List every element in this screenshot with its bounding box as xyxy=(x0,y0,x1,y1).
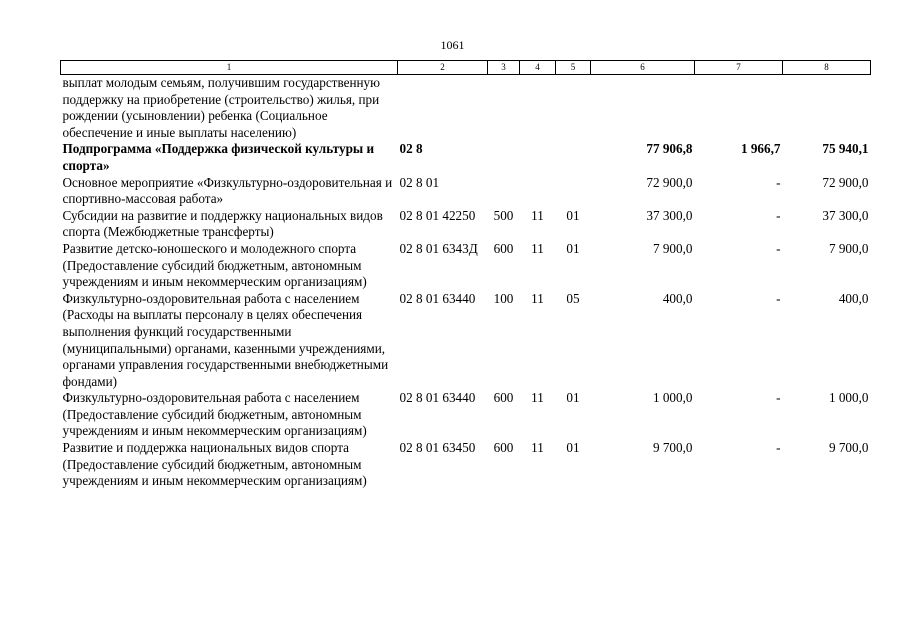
budget-code xyxy=(398,75,488,142)
amount-total: 72 900,0 xyxy=(646,174,693,190)
budget-item-name: Физкультурно-оздоровительная работа с населением (Расходы на выплаты персоналу в целях обеспечения выполнения функций государственными (муниципальными) органами, казенными учреждениями, органами управления государственными внебюджетными фондами) xyxy=(62,290,389,389)
column-header: 3 xyxy=(488,61,520,75)
section-code: 11 xyxy=(531,390,544,406)
section-code: 11 xyxy=(531,240,544,256)
amount-total: 37 300,0 xyxy=(646,207,693,223)
amount-change: - xyxy=(776,390,781,406)
subsection-code xyxy=(556,141,591,174)
column-header: 1 xyxy=(61,61,398,75)
amount-result xyxy=(783,75,871,142)
budget-item-name: Подпрограмма «Поддержка физической культуры и спорта» xyxy=(62,141,375,173)
section-code: 11 xyxy=(531,207,544,223)
column-header: 6 xyxy=(591,61,695,75)
amount-result: 400,0 xyxy=(838,290,869,306)
budget-item-name: Субсидии на развитие и поддержку национальных видов спорта (Межбюджетные трансферты) xyxy=(62,207,383,240)
amount-change: - xyxy=(776,290,781,306)
amount-result: 7 900,0 xyxy=(828,240,869,256)
table-row xyxy=(61,390,871,440)
section-code: 11 xyxy=(531,440,544,456)
section-code xyxy=(520,175,556,208)
table-row xyxy=(61,208,871,241)
budget-code: 02 8 01 63440 xyxy=(399,390,476,406)
budget-item-name: Физкультурно-оздоровительная работа с населением (Предоставление субсидий бюджетным, автономным учреждениям и иным некоммерческим организациям) xyxy=(62,390,367,439)
budget-code: 02 8 01 6343Д xyxy=(399,240,478,256)
subsection-code: 01 xyxy=(566,390,580,406)
subsection-code xyxy=(556,175,591,208)
expense-type-code: 500 xyxy=(493,207,514,223)
amount-change: - xyxy=(776,240,781,256)
budget-code: 02 8 xyxy=(399,141,423,157)
budget-item-name: Основное мероприятие «Физкультурно-оздоровительная и спортивно-массовая работа» xyxy=(62,174,393,207)
amount-total xyxy=(591,75,695,142)
expense-type-code xyxy=(488,175,520,208)
expense-type-code: 100 xyxy=(493,290,514,306)
table-row xyxy=(61,141,871,174)
column-header: 7 xyxy=(695,61,783,75)
amount-change xyxy=(695,75,783,142)
expense-type-code xyxy=(488,141,520,174)
table-row xyxy=(61,175,871,208)
column-header: 5 xyxy=(556,61,591,75)
expense-type-code: 600 xyxy=(493,440,514,456)
column-header: 2 xyxy=(398,61,488,75)
amount-result: 37 300,0 xyxy=(822,207,869,223)
amount-change: - xyxy=(776,207,781,223)
amount-total: 9 700,0 xyxy=(652,440,693,456)
amount-result: 72 900,0 xyxy=(822,174,869,190)
table-row xyxy=(61,75,871,142)
expense-type-code: 600 xyxy=(493,390,514,406)
page-number: 1061 xyxy=(440,38,465,52)
table-row xyxy=(61,440,871,490)
column-number-header xyxy=(61,61,871,75)
budget-item-name: выплат молодым семьям, получившим государственную поддержку на приобретение (строительство) жилья, при рождении (усыновлении) ребенка (Социальное обеспечение и иные выплаты населению) xyxy=(62,75,381,140)
subsection-code: 01 xyxy=(566,207,580,223)
budget-code: 02 8 01 42250 xyxy=(399,207,476,223)
section-code xyxy=(520,141,556,174)
budget-table xyxy=(60,60,871,490)
expense-type-code xyxy=(488,75,520,142)
expense-type-code: 600 xyxy=(493,240,514,256)
amount-change: - xyxy=(776,174,781,190)
subsection-code xyxy=(556,75,591,142)
section-code: 11 xyxy=(531,290,544,306)
table-row xyxy=(61,291,871,391)
subsection-code: 01 xyxy=(566,240,580,256)
budget-code: 02 8 01 63440 xyxy=(399,290,476,306)
amount-result: 75 940,1 xyxy=(822,141,869,157)
amount-change: 1 966,7 xyxy=(740,141,781,157)
column-header: 4 xyxy=(520,61,556,75)
column-header: 8 xyxy=(783,61,871,75)
amount-total: 77 906,8 xyxy=(646,141,693,157)
budget-code: 02 8 01 63450 xyxy=(399,440,476,456)
amount-total: 400,0 xyxy=(662,290,693,306)
table-row xyxy=(61,241,871,291)
budget-code: 02 8 01 xyxy=(399,174,440,190)
budget-item-name: Развитие детско-юношеского и молодежного спорта (Предоставление субсидий бюджетным, автономным учреждениям и иным некоммерческим организациям) xyxy=(62,240,367,290)
amount-result: 9 700,0 xyxy=(828,440,869,456)
amount-result: 1 000,0 xyxy=(828,390,869,406)
amount-total: 1 000,0 xyxy=(652,390,693,406)
subsection-code: 01 xyxy=(566,440,580,456)
subsection-code: 05 xyxy=(566,290,580,306)
amount-total: 7 900,0 xyxy=(652,240,693,256)
budget-item-name: Развитие и поддержка национальных видов спорта (Предоставление субсидий бюджетным, автономным учреждениям и иным некоммерческим организациям) xyxy=(62,440,367,489)
section-code xyxy=(520,75,556,142)
amount-change: - xyxy=(776,440,781,456)
